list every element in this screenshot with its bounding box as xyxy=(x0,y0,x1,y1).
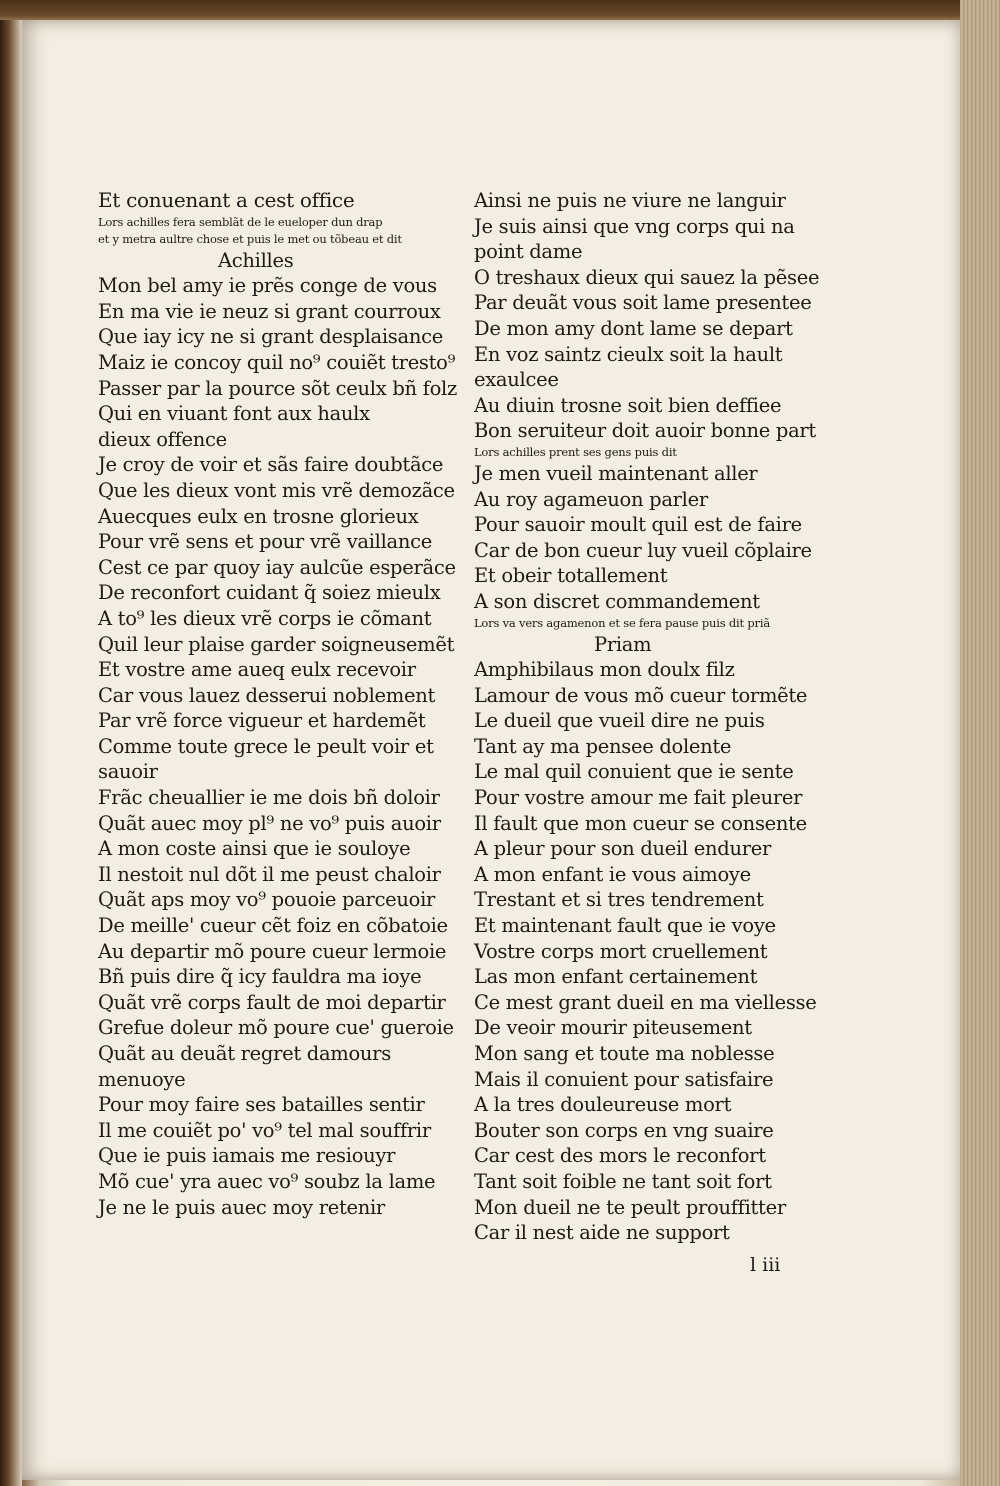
verse-line: Il me couiẽt po' vo⁹ tel mal souffrir xyxy=(98,1118,431,1142)
verse-line: Tant soit foible ne tant soit fort xyxy=(474,1169,772,1193)
stage-direction: Lors va vers agamenon et se fera pause puis dit priã xyxy=(474,615,770,630)
verse-line: Mõ cue' yra auec vo⁹ soubz la lame xyxy=(98,1169,436,1193)
verse-line: Je ne le puis auec moy retenir xyxy=(98,1195,385,1219)
verse-line: En voz saintz cieulx soit la hault xyxy=(474,342,783,366)
stage-direction: Lors achilles prent ses gens puis dit xyxy=(474,444,677,459)
verse-line: Que les dieux vont mis vrẽ demozãce xyxy=(98,478,455,502)
verse-line: Qui en viuant font aux haulx xyxy=(98,402,370,426)
verse-line: Au diuin trosne soit bien deffiee xyxy=(474,393,782,417)
verse-line: De veoir mourir piteusement xyxy=(474,1016,752,1040)
verse-line: Par deuãt vous soit lame presentee xyxy=(474,291,812,315)
verse-line: O treshaux dieux qui sauez la pẽsee xyxy=(474,265,820,289)
verse-line: Au roy agameuon parler xyxy=(474,487,708,511)
page-leaf xyxy=(22,20,962,1480)
verse-line: Quãt auec moy pl⁹ ne vo⁹ puis auoir xyxy=(98,811,441,835)
verse-line: A son discret commandement xyxy=(474,589,760,613)
stage-direction: Lors achilles fera semblãt de le eueloper dun drap xyxy=(98,214,383,229)
verse-line: Vostre corps mort cruellement xyxy=(474,939,768,963)
verse-line: A la tres douleureuse mort xyxy=(474,1093,732,1117)
verse-line: Mon dueil ne te peult prouffitter xyxy=(474,1195,786,1219)
verse-line: Grefue doleur mõ poure cue' gueroie xyxy=(98,1016,454,1040)
verse-line: Pour sauoir moult quil est de faire xyxy=(474,513,802,537)
verse-line: A mon enfant ie vous aimoye xyxy=(474,862,751,886)
verse-line: Mon bel amy ie prẽs conge de vous xyxy=(98,274,437,298)
verse-line: Mon sang et toute ma noblesse xyxy=(474,1042,775,1065)
verse-line: Le dueil que vueil dire ne puis xyxy=(474,709,765,733)
verse-line: Pour moy faire ses batailles sentir xyxy=(98,1093,425,1117)
verse-line: exaulcee xyxy=(474,368,559,392)
verse-line: Trestant et si tres tendrement xyxy=(474,888,764,912)
binding-gutter xyxy=(0,20,22,1486)
verse-line: Car cest des mors le reconfort xyxy=(474,1144,766,1168)
verse-line: Je suis ainsi que vng corps qui na xyxy=(474,214,795,238)
verse-line: sauoir xyxy=(98,760,158,784)
verse-line: Pour vrẽ sens et pour vrẽ vaillance xyxy=(98,530,432,554)
speaker-name: Priam xyxy=(594,632,652,656)
verse-line: A pleur pour son dueil endurer xyxy=(474,837,772,861)
verse-line: A mon coste ainsi que ie souloye xyxy=(98,837,411,861)
verse-line: Il fault que mon cueur se consente xyxy=(474,811,807,835)
verse-line: Passer par la pource sõt ceulx bñ folz xyxy=(98,376,457,400)
verse-line: Bouter son corps en vng suaire xyxy=(474,1118,774,1142)
verse-line: Je croy de voir et sãs faire doubtãce xyxy=(98,453,444,477)
verse-line: dieux offence xyxy=(98,427,227,451)
verse-line: Et obeir totallement xyxy=(474,564,668,588)
verse-line: Quil leur plaise garder soigneusemẽt xyxy=(98,632,455,656)
verse-line: A to⁹ les dieux vrẽ corps ie cõmant xyxy=(98,606,432,630)
verse-line: Cest ce par quoy iay aulcũe esperãce xyxy=(98,555,456,579)
verse-line: De meille' cueur cẽt foiz en cõbatoie xyxy=(98,914,448,938)
verse-line: point dame xyxy=(474,240,583,264)
verse-line: Bon seruiteur doit auoir bonne part xyxy=(474,419,816,443)
verse-line: Lamour de vous mõ cueur tormẽte xyxy=(474,683,808,707)
verse-line: Bñ puis dire q̃ icy fauldra ma ioye xyxy=(98,965,422,989)
right-text-column xyxy=(474,188,844,1246)
speaker-name: Achilles xyxy=(218,248,294,272)
verse-line: Et vostre ame aueq eulx recevoir xyxy=(98,658,416,682)
verse-line: Comme toute grece le peult voir et xyxy=(98,734,434,758)
verse-line: Car il nest aide ne support xyxy=(474,1221,730,1245)
verse-line: Car vous lauez desserui noblement xyxy=(98,683,435,707)
verse-line: Et maintenant fault que ie voye xyxy=(474,914,776,938)
verse-line: Au departir mõ poure cueur lermoie xyxy=(98,939,447,963)
verse-line: Auecques eulx en trosne glorieux xyxy=(98,504,419,528)
verse-line: Que ie puis iamais me resiouyr xyxy=(98,1144,396,1168)
verse-line: De reconfort cuidant q̃ soiez mieulx xyxy=(98,581,441,605)
signature-mark: l iii xyxy=(750,1254,781,1276)
verse-line: Pour vostre amour me fait pleurer xyxy=(474,786,803,810)
verse-line: De mon amy dont lame se depart xyxy=(474,316,793,340)
verse-line: Ainsi ne puis ne viure ne languir xyxy=(474,189,786,212)
verse-line: Quãt aps moy vo⁹ pouoie parceuoir xyxy=(98,888,436,912)
verse-line: Et conuenant a cest office xyxy=(98,188,355,212)
verse-line: Il nestoit nul dõt il me peust chaloir xyxy=(98,862,441,886)
left-text-column xyxy=(98,188,458,1220)
stage-direction: et y metra aultre chose et puis le met ou tõbeau et dit xyxy=(98,231,402,246)
verse-line: Je men vueil maintenant aller xyxy=(474,461,758,485)
verse-line: En ma vie ie neuz si grant courroux xyxy=(98,299,441,323)
page-edges xyxy=(960,0,1000,1486)
verse-line: Las mon enfant certainement xyxy=(474,965,758,989)
verse-line: Le mal quil conuient que ie sente xyxy=(474,760,794,784)
verse-line: Quãt vrẽ corps fault de moi departir xyxy=(98,990,446,1014)
verse-line: Quãt au deuãt regret damours xyxy=(98,1042,391,1065)
verse-line: Amphibilaus mon doulx filz xyxy=(474,658,735,682)
verse-line: Par vrẽ force vigueur et hardemẽt xyxy=(98,709,426,733)
verse-line: Mais il conuient pour satisfaire xyxy=(474,1067,774,1091)
verse-line: menuoye xyxy=(98,1067,186,1091)
verse-line: Que iay icy ne si grant desplaisance xyxy=(98,325,443,349)
verse-line: Maiz ie concoy quil no⁹ couiẽt tresto⁹ xyxy=(98,350,456,374)
verse-line: Car de bon cueur luy vueil cõplaire xyxy=(474,538,812,562)
verse-line: Frãc cheuallier ie me dois bñ doloir xyxy=(98,786,440,810)
verse-line: Ce mest grant dueil en ma viellesse xyxy=(474,990,817,1014)
verse-line: Tant ay ma pensee dolente xyxy=(474,734,732,758)
